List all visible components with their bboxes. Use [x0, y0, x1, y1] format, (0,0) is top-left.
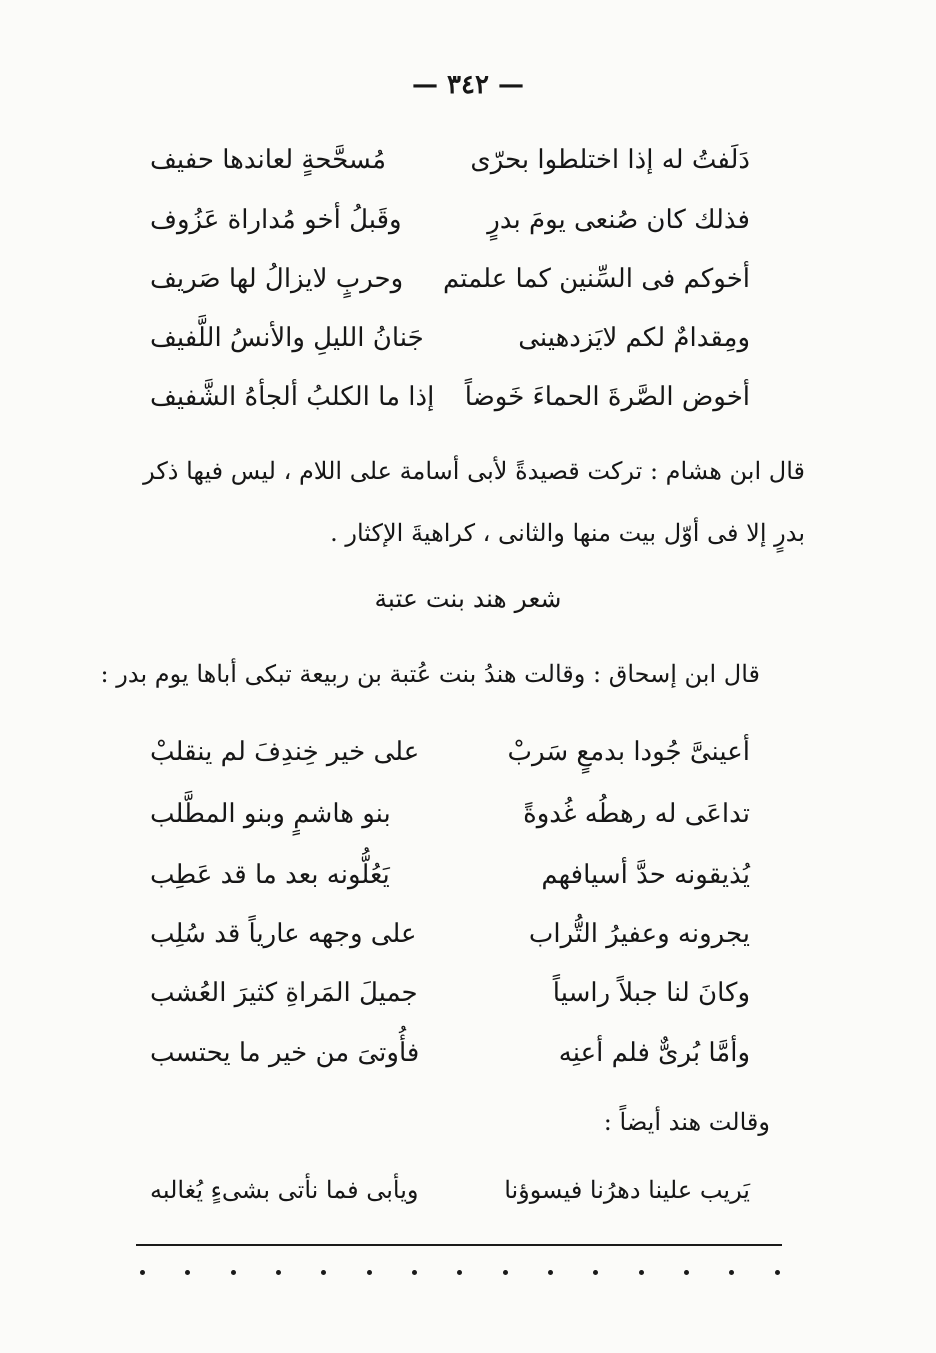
verse-line — [150, 138, 750, 182]
first-hemistich: فذلك كان صُنعى يومَ بدرٍ — [487, 205, 750, 235]
dot-ornament — [457, 1270, 462, 1275]
dot-ornament — [548, 1270, 553, 1275]
dot-ornament — [321, 1270, 326, 1275]
second-hemistich: ويأبى فما نأتى بشىءٍ يُغالبه — [150, 1176, 419, 1204]
dot-ornament — [231, 1270, 236, 1275]
dot-ornament — [367, 1270, 372, 1275]
second-hemistich: على وجهه عارياً قد سُلِب — [150, 919, 417, 949]
second-hemistich: إذا ما الكلبُ ألجأهُ الشَّفيف — [150, 382, 435, 412]
dot-ornament — [593, 1270, 598, 1275]
second-hemistich: يَعُلُّونه بعد ما قد عَطِب — [150, 860, 390, 890]
second-hemistich: وحربٍ لايزالُ لها صَريف — [150, 264, 404, 294]
dot-ornament — [775, 1270, 780, 1275]
footer-rule — [136, 1244, 782, 1246]
verse-line — [150, 792, 750, 836]
verse-line — [150, 1031, 750, 1075]
first-hemistich: يُذيقونه حدَّ أسيافهم — [541, 860, 750, 890]
second-hemistich: فأُوتىَ من خير ما يحتسب — [150, 1038, 420, 1068]
verse-line — [150, 257, 750, 301]
first-hemistich: أخوض الصَّرةَ الحماءَ خَوضاً — [464, 382, 750, 412]
dot-ornament — [729, 1270, 734, 1275]
second-hemistich: جَنانُ الليلِ والأنسُ اللَّفيف — [150, 323, 424, 353]
dot-ornament — [276, 1270, 281, 1275]
second-hemistich: وقَبلُ أخو مُداراة عَزُوف — [150, 205, 402, 235]
first-hemistich: يجرونه وعفيرُ التُّراب — [528, 919, 750, 949]
verse-line — [150, 912, 750, 956]
dot-ornament — [412, 1270, 417, 1275]
second-hemistich: جميلَ المَراةِ كثيرَ العُشب — [150, 978, 418, 1008]
dot-ornament — [185, 1270, 190, 1275]
section-heading: شعر هند بنت عتبة — [374, 584, 562, 613]
first-hemistich: أعينىَّ جُودا بدمعٍ سَربْ — [507, 737, 750, 767]
first-hemistich: دَلَفتُ له إذا اختلطوا بحرّى — [470, 145, 750, 175]
verse-line — [150, 198, 750, 242]
dot-ornament — [684, 1270, 689, 1275]
second-hemistich: مُسحَّحةٍ لعاندها حفيف — [150, 145, 387, 175]
dot-ornament — [639, 1270, 644, 1275]
dot-ornament — [140, 1270, 145, 1275]
intro-line: قال ابن إسحاق : وقالت هندُ بنت عُتبة بن ربيعة تبكى أباها يوم بدر : — [100, 660, 760, 688]
footer-dot-row — [140, 1262, 780, 1282]
first-hemistich: يَريب علينا دهرُنا فيسوؤنا — [504, 1176, 750, 1204]
verse-line — [150, 375, 750, 419]
also-said-line: وقالت هند أيضاً : — [603, 1108, 770, 1136]
first-hemistich: أخوكم فى السِّنين كما علمتم — [442, 264, 750, 294]
note-line: بدرٍ إلا فى أوّل بيت منها والثانى ، كراهيةَ الإكثار . — [330, 519, 805, 547]
verse-line — [150, 853, 750, 897]
second-hemistich: بنو هاشمٍ وبنو المطَّلب — [150, 799, 391, 829]
first-hemistich: وأمَّا بُرىٌّ فلم أعنِه — [558, 1038, 750, 1068]
verse-line — [150, 971, 750, 1015]
first-hemistich: ومِقدامٌ لكم لايَزدهينى — [518, 323, 750, 353]
verse-line — [150, 1168, 750, 1212]
dot-ornament — [503, 1270, 508, 1275]
verse-line — [150, 730, 750, 774]
second-hemistich: على خير خِندِفَ لم ينقلبْ — [150, 737, 420, 767]
note-line: قال ابن هشام : تركت قصيدةً لأبى أسامة على اللام ، ليس فيها ذكر — [143, 457, 805, 485]
first-hemistich: تداعَى له رهطُه غُدوةً — [523, 799, 750, 829]
editor-note — [115, 440, 805, 564]
page-number: — ٣٤٢ — — [411, 70, 525, 100]
first-hemistich: وكانَ لنا جبلاً راسياً — [552, 978, 750, 1008]
verse-line — [150, 316, 750, 360]
